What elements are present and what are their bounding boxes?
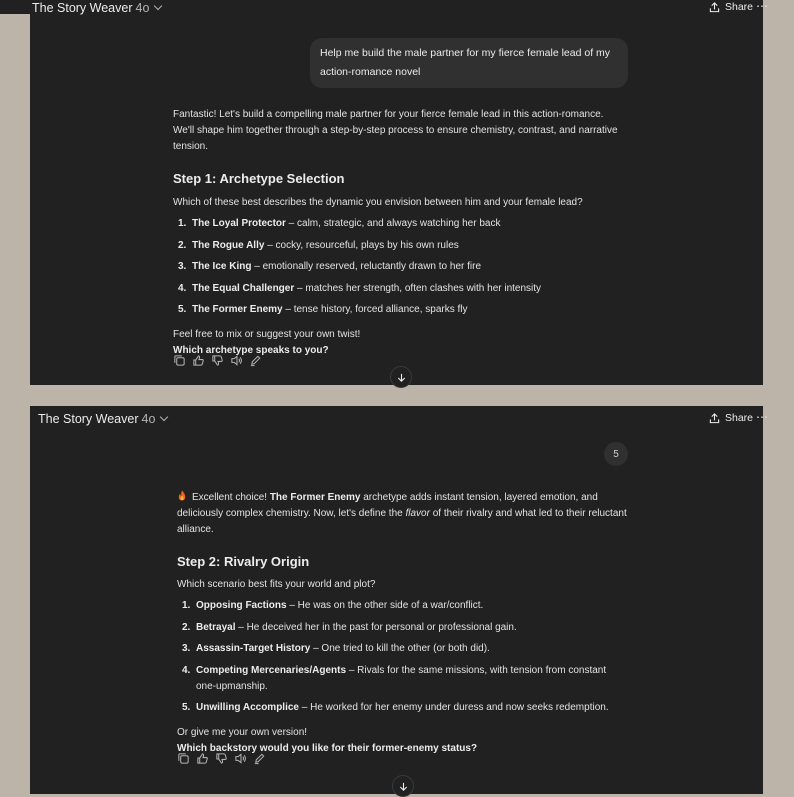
- question-text: Which scenario best fits your world and plot?: [177, 579, 376, 590]
- step-heading: Step 1: Archetype Selection: [173, 171, 345, 186]
- thumbs-down-icon[interactable]: [211, 354, 224, 367]
- option-desc: – tense history, forced alliance, sparks fly: [282, 304, 468, 315]
- option-title: The Equal Challenger: [192, 282, 295, 294]
- intro-prefix: Excellent choice!: [192, 492, 270, 503]
- user-message-text: 5: [613, 448, 619, 460]
- model-version: 4o: [141, 412, 156, 426]
- list-item: [173, 281, 623, 297]
- option-number: 1.: [178, 218, 187, 229]
- edit-icon[interactable]: [249, 354, 262, 367]
- option-desc: – He was on the other side of a war/conflict.: [286, 600, 484, 611]
- option-number: 2.: [178, 239, 187, 251]
- edit-icon[interactable]: [253, 752, 266, 765]
- closing-text: Feel free to mix or suggest your own twist!: [173, 329, 361, 340]
- message-actions: [173, 354, 262, 367]
- option-desc: – Rivals for the same missions, with tension from constant one-upmanship.: [196, 664, 607, 692]
- intro-suffix: of their rivalry and what led to their reluctant alliance.: [177, 508, 627, 535]
- option-desc: – He deceived her in the past for personal or professional gain.: [235, 621, 517, 633]
- list-item: [173, 302, 623, 318]
- share-button[interactable]: [709, 412, 753, 424]
- question-text: Which of these best describes the dynamic you envision between him and your female lead?: [173, 197, 583, 208]
- response-intro: [177, 490, 627, 538]
- chat-screenshot-1: [30, 0, 768, 385]
- list-item: [177, 700, 627, 716]
- fire-icon: [177, 490, 187, 501]
- thumbs-down-icon[interactable]: [215, 752, 228, 765]
- model-version: 4o: [135, 1, 150, 15]
- option-title: The Rogue Ally: [192, 239, 265, 251]
- option-number: 5.: [182, 702, 191, 713]
- list-item: [173, 259, 623, 275]
- intro-italic: flavor: [405, 508, 430, 519]
- share-icon: [709, 2, 720, 13]
- option-number: 1.: [182, 600, 191, 611]
- list-item: [173, 238, 623, 254]
- option-number: 5.: [178, 304, 187, 315]
- option-title: The Loyal Protector: [192, 218, 286, 229]
- option-number: 3.: [178, 261, 187, 272]
- options-list: [177, 598, 627, 716]
- option-title: The Former Enemy: [192, 304, 283, 315]
- assistant-response: [173, 107, 623, 359]
- closing-text: Or give me your own version!: [177, 727, 308, 738]
- list-item: [177, 620, 627, 636]
- option-title: Competing Mercenaries/Agents: [196, 664, 347, 676]
- closing-question: Which backstory would you like for their former-enemy status?: [177, 743, 478, 754]
- arrow-down-icon: [398, 781, 409, 792]
- intro-mid: archetype adds instant tension, layered emotion, and deliciously complex chemistry. Now, let's define the: [177, 492, 598, 519]
- more-options-button[interactable]: ⋯: [756, 0, 768, 13]
- header-bar: [30, 0, 768, 30]
- options-list: [173, 216, 623, 318]
- user-message-bubble: [604, 442, 628, 466]
- model-selector[interactable]: [32, 1, 161, 15]
- chevron-down-icon: [154, 2, 162, 10]
- chat-screenshot-2: [30, 406, 768, 794]
- share-label: Share: [725, 412, 754, 424]
- option-title: Assassin-Target History: [196, 643, 311, 654]
- scroll-down-button[interactable]: [392, 775, 414, 797]
- thumbs-up-icon[interactable]: [196, 752, 209, 765]
- user-message-bubble: [310, 38, 628, 88]
- scroll-down-button[interactable]: [390, 366, 412, 388]
- read-aloud-icon[interactable]: [230, 354, 243, 367]
- model-selector[interactable]: [38, 412, 167, 426]
- copy-icon[interactable]: [177, 752, 190, 765]
- option-desc: – cocky, resourceful, plays by his own rules: [264, 239, 459, 251]
- user-message-text: Help me build the male partner for my fierce female lead of my action-romance novel: [320, 47, 611, 78]
- share-label: Share: [725, 1, 754, 13]
- option-number: 4.: [182, 664, 191, 676]
- list-item: [173, 216, 623, 232]
- option-title: Opposing Factions: [196, 600, 287, 611]
- arrow-down-icon: [396, 372, 407, 383]
- option-number: 2.: [182, 621, 191, 633]
- chevron-down-icon: [160, 413, 168, 421]
- copy-icon[interactable]: [173, 354, 186, 367]
- list-item: [177, 641, 627, 657]
- option-desc: – matches her strength, often clashes with her intensity: [294, 282, 542, 294]
- option-number: 3.: [182, 643, 191, 654]
- option-desc: – One tried to kill the other (or both did).: [310, 643, 490, 654]
- response-intro: Fantastic! Let's build a compelling male partner for your fierce female lead in this action-romance. We'll shape him together through a step-by-step process to ensure chemistry, contrast, and narrative tension.: [173, 109, 618, 152]
- option-desc: – emotionally reserved, reluctantly drawn to her fire: [251, 261, 482, 272]
- assistant-response: [177, 490, 627, 757]
- option-title: Betrayal: [196, 621, 236, 633]
- option-desc: – He worked for her enemy under duress and now seeks redemption.: [298, 702, 609, 713]
- read-aloud-icon[interactable]: [234, 752, 247, 765]
- window-edge: [0, 0, 30, 14]
- share-button[interactable]: [709, 1, 753, 13]
- intro-bold: The Former Enemy: [269, 492, 361, 503]
- model-name: The Story Weaver: [38, 412, 139, 426]
- option-title: Unwilling Accomplice: [196, 702, 299, 713]
- header-bar: [30, 406, 768, 436]
- more-options-button[interactable]: ⋯: [756, 410, 768, 424]
- message-actions: [177, 752, 266, 765]
- step-heading: Step 2: Rivalry Origin: [177, 554, 310, 569]
- list-item: [177, 663, 627, 695]
- list-item: [177, 598, 627, 614]
- option-desc: – calm, strategic, and always watching her back: [285, 218, 501, 229]
- thumbs-up-icon[interactable]: [192, 354, 205, 367]
- closing-question: Which archetype speaks to you?: [173, 345, 329, 356]
- share-icon: [709, 413, 720, 424]
- model-name: The Story Weaver: [32, 1, 133, 15]
- option-number: 4.: [178, 282, 187, 294]
- option-title: The Ice King: [192, 261, 252, 272]
